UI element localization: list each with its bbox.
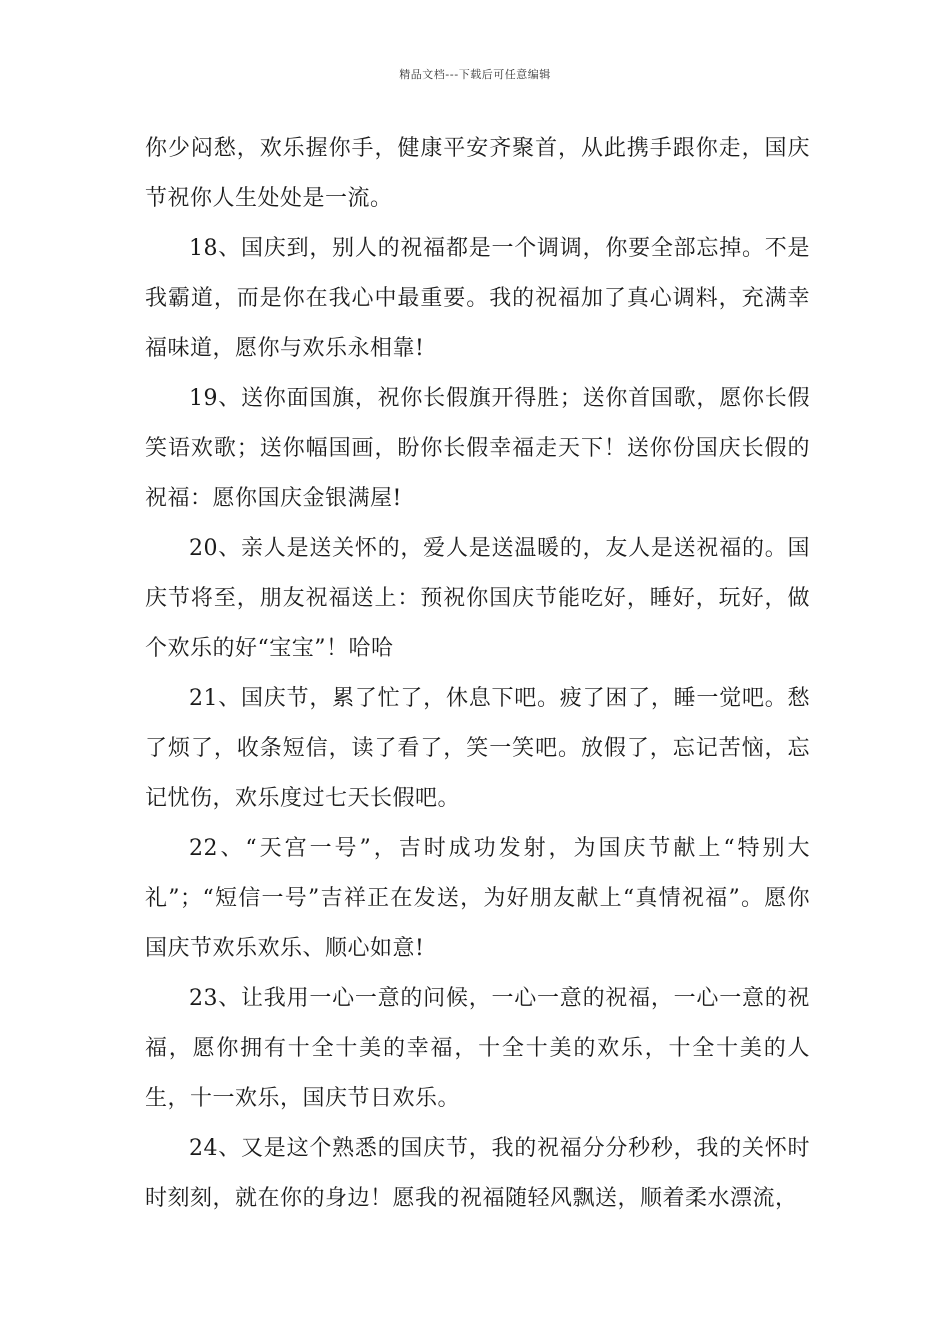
paragraph-21: 21、国庆节，累了忙了，休息下吧。疲了困了，睡一觉吧。愁了烦了，收条短信，读了看了，笑一笑吧。放假了，忘记苦恼，忘记忧伤，欢乐度过七天长假吧。	[145, 686, 810, 811]
paragraph-continuation: 你少闷愁，欢乐握你手，健康平安齐聚首，从此携手跟你走，国庆节祝你人生处处是一流。	[145, 136, 810, 211]
paragraph-19: 19、送你面国旗，祝你长假旗开得胜；送你首国歌，愿你长假笑语欢歌；送你幅国画，盼你长假幸福走天下！送你份国庆长假的祝福：愿你国庆金银满屋!	[145, 386, 810, 511]
document-body	[145, 124, 810, 1224]
page-header: 精品文档---下载后可任意编辑	[399, 68, 551, 81]
paragraph-23: 23、让我用一心一意的问候，一心一意的祝福，一心一意的祝福，愿你拥有十全十美的幸福，十全十美的欢乐，十全十美的人生，十一欢乐，国庆节日欢乐。	[145, 986, 810, 1111]
paragraph-20: 20、亲人是送关怀的，爱人是送温暖的，友人是送祝福的。国庆节将至，朋友祝福送上：预祝你国庆节能吃好，睡好，玩好，做个欢乐的好“宝宝”！哈哈	[145, 536, 810, 661]
paragraph-24: 24、又是这个熟悉的国庆节，我的祝福分分秒秒，我的关怀时时刻刻，就在你的身边！愿我的祝福随轻风飘送，顺着柔水漂流，	[145, 1136, 810, 1211]
paragraph-22: 22、“天宫一号”，吉时成功发射，为国庆节献上“特别大礼”；“短信一号”吉祥正在发送，为好朋友献上“真情祝福”。愿你国庆节欢乐欢乐、顺心如意!	[145, 836, 810, 961]
paragraph-18: 18、国庆到，别人的祝福都是一个调调，你要全部忘掉。不是我霸道，而是你在我心中最重要。我的祝福加了真心调料，充满幸福味道，愿你与欢乐永相靠!	[145, 236, 810, 361]
